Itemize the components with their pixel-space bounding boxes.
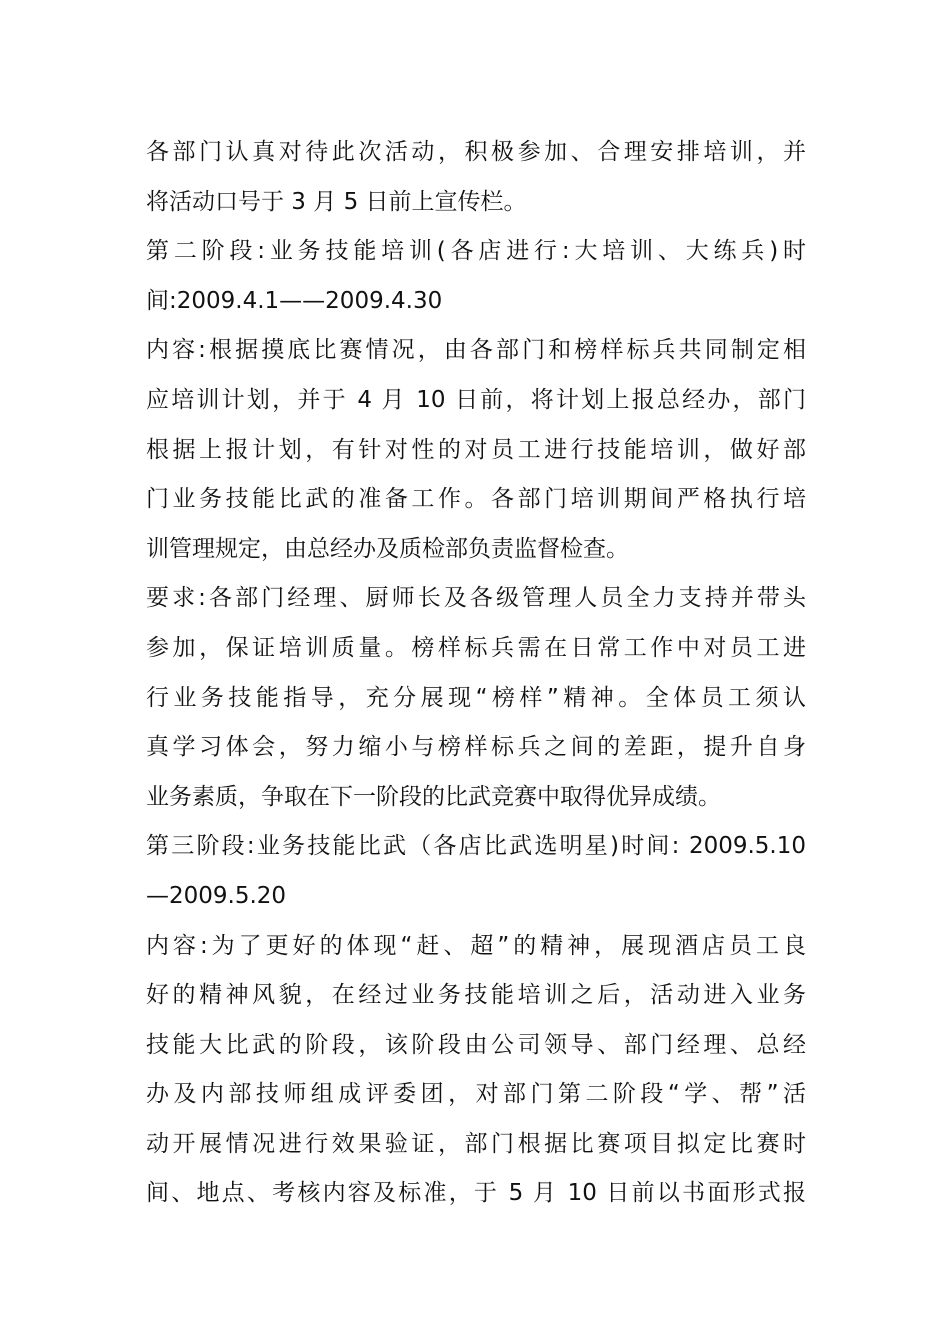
text-line: 动开展情况进行效果验证，部门根据比赛项目拟定比赛时: [146, 1130, 806, 1157]
text-line: 业务素质，争取在下一阶段的比武竞赛中取得优异成绩。: [146, 783, 721, 810]
text-line: 技能大比武的阶段，该阶段由公司领导、部门经理、总经: [146, 1031, 806, 1058]
text-line: 应培训计划，并于 4 月 10 日前，将计划上报总经办，部门: [146, 386, 806, 413]
text-line: 内容:根据摸底比赛情况，由各部门和榜样标兵共同制定相: [146, 337, 806, 364]
text-line: 训管理规定，由总经办及质检部负责监督检查。: [146, 535, 629, 562]
text-line: 内容:为了更好的体现“赶、超”的精神，展现酒店员工良: [146, 932, 806, 959]
text-line: 各部门认真对待此次活动，积极参加、合理安排培训，并: [146, 139, 806, 165]
text-line: 要求:各部门经理、厨师长及各级管理人员全力支持并带头: [146, 585, 806, 612]
text-line: 根据上报计划，有针对性的对员工进行技能培训，做好部: [146, 436, 806, 463]
text-line: 好的精神风貌，在经过业务技能培训之后，活动进入业务: [146, 982, 806, 1009]
text-line: 办及内部技师组成评委团，对部门第二阶段“学、帮”活: [146, 1081, 806, 1108]
body-text: [146, 128, 806, 1219]
text-line: 间、地点、考核内容及标准，于 5 月 10 日前以书面形式报: [146, 1180, 806, 1207]
text-line: 参加，保证培训质量。榜样标兵需在日常工作中对员工进: [146, 634, 806, 661]
text-line: —2009.5.20: [146, 882, 287, 909]
text-line: 第二阶段:业务技能培训(各店进行:大培训、大练兵)时: [146, 238, 806, 265]
text-line: 间:2009.4.1——2009.4.30: [146, 287, 443, 314]
text-line: 真学习体会，努力缩小与榜样标兵之间的差距，提升自身: [146, 734, 806, 761]
text-line: 行业务技能指导，充分展现“榜样”精神。全体员工须认: [146, 684, 806, 711]
text-line: 将活动口号于 3 月 5 日前上宣传栏。: [146, 188, 527, 215]
text-line: 第三阶段:业务技能比武（各店比武选明星)时间: 2009.5.10: [146, 833, 806, 860]
text-line: 门业务技能比武的准备工作。各部门培训期间严格执行培: [146, 486, 806, 513]
